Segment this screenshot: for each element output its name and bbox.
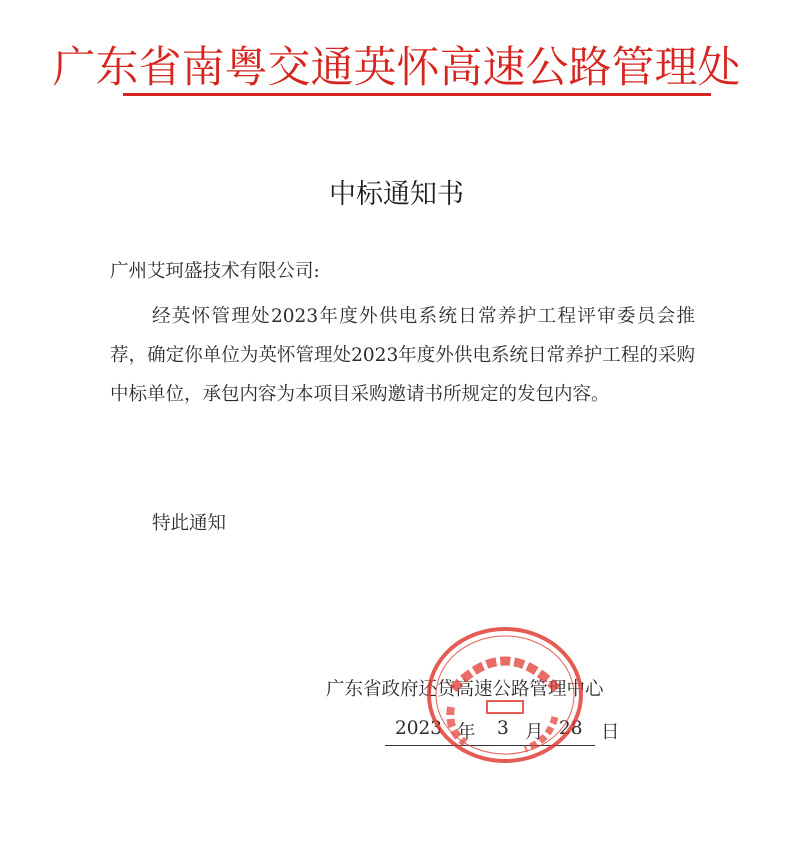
date-day: 28	[559, 718, 583, 739]
official-seal-icon	[425, 625, 585, 765]
body-paragraph: 经英怀管理处2023年度外供电系统日常养护工程评审委员会推荐，确定你单位为英怀管理处2023年度外供电系统日常养护工程的采购中标单位，承包内容为本项目采购邀请书所规定的发包内容。	[110, 306, 695, 405]
document-title: 中标通知书	[329, 179, 464, 210]
letterhead-title: 广东省南粤交通英怀高速公路管理处	[52, 43, 741, 93]
date-year: 2023	[395, 718, 443, 739]
date-month: 3	[497, 718, 509, 739]
date-day-unit: 日	[601, 722, 620, 743]
closing-remark: 特此通知	[152, 513, 227, 534]
letterhead-rule	[123, 93, 711, 96]
issuer-name: 广东省政府还贷高速公路管理中心	[326, 679, 604, 700]
date-year-unit: 年	[457, 722, 476, 743]
date-month-unit: 月	[525, 722, 544, 743]
addressee: 广州艾珂盛技术有限公司:	[110, 261, 320, 282]
